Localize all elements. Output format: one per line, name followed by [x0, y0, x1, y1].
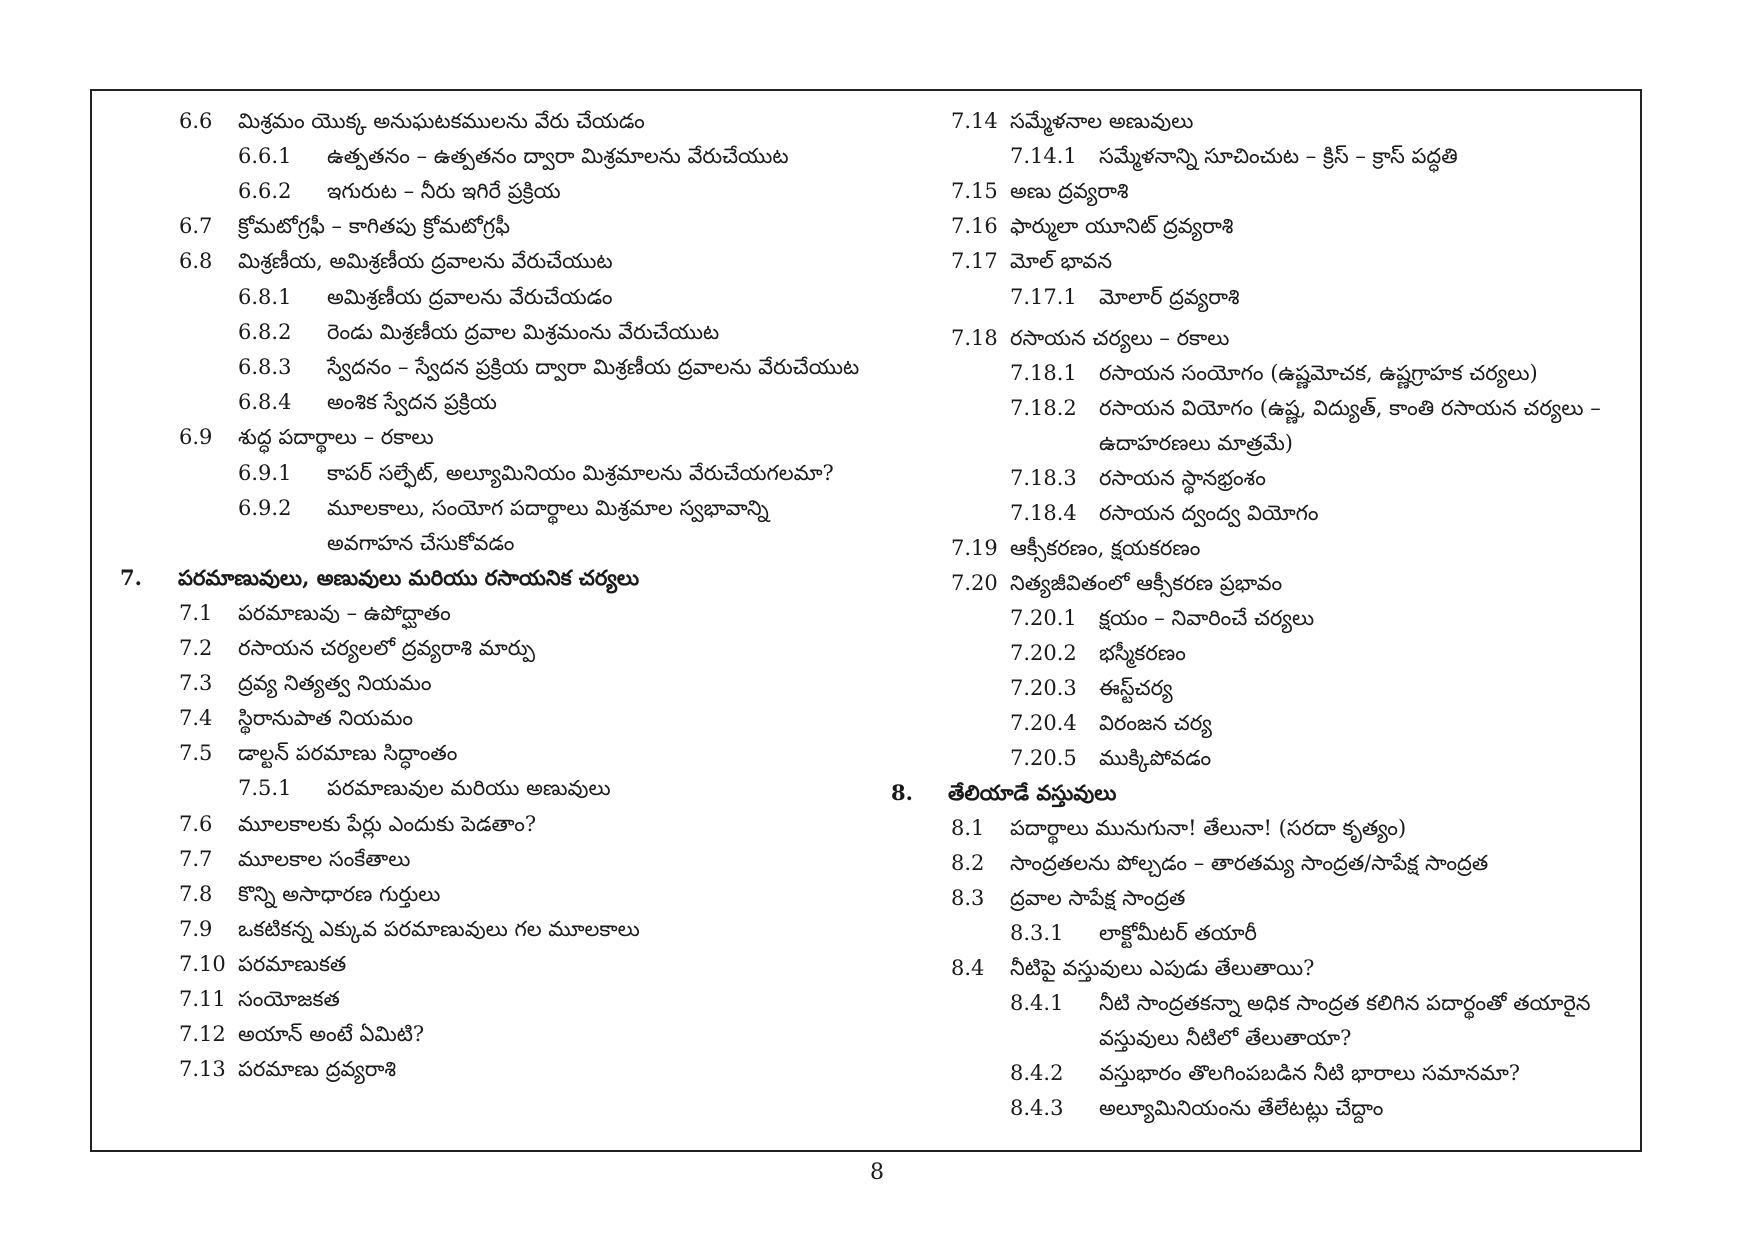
toc-entry-number: 6.9	[179, 425, 213, 449]
toc-entry-title: ద్రవాల సాపేక్ష సాంద్రత	[1010, 886, 1186, 910]
toc-entry-title: రసాయన చర్యలలో ద్రవ్యరాశి మార్పు	[238, 636, 536, 660]
toc-entry-number: 7.5	[179, 741, 213, 765]
toc-entry-number: 7.20.2	[1010, 641, 1077, 665]
toc-entry-number: 7.11	[179, 987, 226, 1011]
toc-entry-title: పరమాణు ద్రవ్యరాశి	[238, 1057, 397, 1081]
toc-entry-number: 6.6.1	[238, 144, 292, 168]
toc-entry-title: క్షయం – నివారించే చర్యలు	[1099, 606, 1315, 630]
toc-entry-number: 7.6	[179, 812, 213, 836]
toc-entry-number: 8.2	[951, 851, 985, 875]
toc-entry-number: 6.8.1	[238, 285, 292, 309]
content-frame	[90, 89, 1642, 1152]
toc-entry-title: పరమాణుకత	[238, 952, 347, 976]
toc-entry-title: వస్తుభారం తొలగింపబడిన నీటి భారాలు సమానమా?	[1099, 1061, 1521, 1085]
toc-entry-number: 7.20.5	[1010, 746, 1077, 770]
page-number: 8	[870, 1160, 884, 1185]
toc-entry-title: పరమాణువులు, అణువులు మరియు రసాయనిక చర్యలు	[178, 565, 640, 590]
toc-entry-title: పరమాణువు – ఉపోద్ఘాతం	[238, 601, 451, 625]
toc-entry-title: రసాయన ద్వంద్వ వియోగం	[1099, 501, 1319, 525]
toc-entry-number: 7.	[120, 565, 142, 590]
toc-entry-number: 8.4.2	[1010, 1061, 1064, 1085]
toc-entry-number: 6.6	[179, 109, 213, 133]
toc-entry-number: 7.18.1	[1010, 361, 1077, 385]
toc-entry-number: 7.20	[951, 571, 998, 595]
toc-entry-number: 7.2	[179, 636, 213, 660]
toc-entry-title: అణు ద్రవ్యరాశి	[1010, 179, 1129, 203]
toc-entry-title: డాల్టన్ పరమాణు సిద్ధాంతం	[238, 741, 458, 765]
toc-entry-title: రసాయన స్థానభ్రంశం	[1099, 466, 1266, 490]
toc-entry-number: 8.1	[951, 816, 985, 840]
toc-entry-title-continuation: అవగాహన చేసుకోవడం	[327, 531, 515, 555]
toc-entry-title: రసాయన వియోగం (ఉష్ణ, విద్యుత్, కాంతి రసాయన చర్యలు –	[1099, 396, 1601, 420]
toc-entry-number: 7.17	[951, 249, 998, 273]
toc-entry-number: 7.18.2	[1010, 396, 1077, 420]
toc-entry-title: పరమాణువుల మరియు అణువులు	[327, 776, 611, 800]
toc-entry-title-continuation: వస్తువులు నీటిలో తేలుతాయా?	[1099, 1026, 1352, 1050]
toc-entry-title: మిశ్రమం యొక్క అనుఘటకములను వేరు చేయడం	[238, 109, 645, 133]
toc-entry-title: నిత్యజీవితంలో ఆక్సీకరణ ప్రభావం	[1010, 571, 1283, 595]
toc-entry-title: తేలియాడే వస్తువులు	[948, 780, 1117, 805]
toc-entry-title: క్రోమటోగ్రఫీ – కాగితపు క్రోమటోగ్రఫీ	[238, 214, 511, 238]
toc-entry-title: రసాయన సంయోగం (ఉష్ణమోచక, ఉష్ణగ్రాహక చర్యలు)	[1099, 361, 1538, 385]
toc-entry-title: సాంద్రతలను పోల్చడం – తారతమ్య సాంద్రత/సాపేక్ష సాంద్రత	[1010, 851, 1489, 875]
toc-entry-title: నీటిపై వస్తువులు ఎపుడు తేలుతాయి?	[1010, 956, 1315, 980]
toc-entry-number: 8.4.3	[1010, 1096, 1064, 1120]
toc-entry-title: స్థిరానుపాత నియమం	[238, 706, 414, 730]
toc-entry-title: మోల్ భావన	[1010, 249, 1113, 273]
toc-entry-title-continuation: ఉదాహరణలు మాత్రమే)	[1099, 431, 1293, 455]
toc-entry-title: అమిశ్రణీయ ద్రవాలను వేరుచేయడం	[327, 285, 613, 309]
toc-entry-number: 7.18.4	[1010, 501, 1077, 525]
toc-entry-number: 7.17.1	[1010, 285, 1077, 309]
toc-entry-number: 7.13	[179, 1057, 226, 1081]
toc-entry-title: మూలకాలు, సంయోగ పదార్థాలు మిశ్రమాల స్వభావాన్ని	[327, 496, 769, 520]
toc-entry-number: 8.3.1	[1010, 921, 1064, 945]
toc-entry-number: 7.19	[951, 536, 998, 560]
toc-entry-number: 7.4	[179, 706, 213, 730]
toc-entry-title: కాపర్ సల్ఫేట్, అల్యూమినియం మిశ్రమాలను వేరుచేయగలమా?	[327, 461, 834, 485]
toc-entry-title: సంయోజకత	[238, 987, 340, 1011]
toc-entry-number: 7.16	[951, 214, 998, 238]
toc-entry-number: 8.	[891, 780, 913, 805]
toc-entry-number: 6.8.4	[238, 390, 292, 414]
toc-entry-number: 7.8	[179, 882, 213, 906]
toc-entry-title: ఆక్సీకరణం, క్షయకరణం	[1010, 536, 1201, 560]
toc-entry-number: 8.4	[951, 956, 985, 980]
toc-entry-number: 7.5.1	[238, 776, 292, 800]
toc-entry-title: ద్రవ్య నిత్యత్వ నియమం	[238, 671, 432, 695]
toc-entry-number: 7.9	[179, 917, 213, 941]
toc-entry-title: కొన్ని అసాధారణ గుర్తులు	[238, 882, 441, 906]
toc-entry-number: 6.9.1	[238, 461, 292, 485]
toc-entry-title: మోలార్ ద్రవ్యరాశి	[1099, 285, 1240, 309]
toc-entry-title: అంశిక స్వేదన ప్రక్రియ	[327, 390, 497, 414]
toc-entry-title: విరంజన చర్య	[1099, 711, 1212, 735]
toc-entry-title: అయాన్ అంటే ఏమిటి?	[238, 1022, 425, 1046]
toc-entry-number: 6.6.2	[238, 179, 292, 203]
toc-entry-number: 6.8.3	[238, 355, 292, 379]
toc-entry-number: 7.20.1	[1010, 606, 1077, 630]
toc-entry-number: 8.4.1	[1010, 991, 1064, 1015]
toc-entry-number: 7.10	[179, 952, 226, 976]
toc-entry-title: ఒకటికన్న ఎక్కువ పరమాణువులు గల మూలకాలు	[238, 917, 640, 941]
toc-entry-number: 7.7	[179, 847, 213, 871]
toc-entry-number: 7.18	[951, 326, 998, 350]
toc-entry-title: ఈస్ట్‌చర్య	[1099, 676, 1173, 700]
toc-entry-title: అల్యూమినియంను తేలేటట్లు చేద్దాం	[1099, 1096, 1384, 1120]
toc-entry-number: 7.14.1	[1010, 144, 1077, 168]
toc-entry-title: ముక్కిపోవడం	[1099, 746, 1212, 770]
toc-entry-number: 6.8.2	[238, 320, 292, 344]
toc-entry-number: 6.8	[179, 249, 213, 273]
toc-entry-title: స్వేదనం – స్వేదన ప్రక్రియ ద్వారా మిశ్రణీయ ద్రవాలను వేరుచేయుట	[327, 355, 860, 379]
toc-entry-number: 7.20.4	[1010, 711, 1077, 735]
toc-entry-number: 7.3	[179, 671, 213, 695]
toc-entry-number: 8.3	[951, 886, 985, 910]
toc-entry-number: 7.18.3	[1010, 466, 1077, 490]
toc-entry-title: సమ్మేళనాల అణువులు	[1010, 109, 1194, 133]
toc-entry-number: 6.9.2	[238, 496, 292, 520]
toc-entry-title: లాక్టోమీటర్ తయారీ	[1099, 921, 1257, 945]
toc-entry-title: రసాయన చర్యలు – రకాలు	[1010, 326, 1230, 350]
toc-entry-title: ఫార్ములా యూనిట్ ద్రవ్యరాశి	[1010, 214, 1234, 238]
toc-entry-number: 7.1	[179, 601, 213, 625]
toc-entry-title: శుద్ధ పదార్థాలు – రకాలు	[238, 425, 434, 449]
toc-entry-number: 6.7	[179, 214, 213, 238]
toc-entry-title: మిశ్రణీయ, అమిశ్రణీయ ద్రవాలను వేరుచేయుట	[238, 249, 613, 273]
toc-entry-title: నీటి సాంద్రతకన్నా అధిక సాంద్రత కలిగిన పదార్థంతో తయారైన	[1099, 991, 1591, 1015]
toc-entry-number: 7.14	[951, 109, 998, 133]
toc-entry-title: రెండు మిశ్రణీయ ద్రవాల మిశ్రమంను వేరుచేయుట	[327, 320, 720, 344]
toc-entry-title: ఉత్పతనం – ఉత్పతనం ద్వారా మిశ్రమాలను వేరుచేయుట	[327, 144, 789, 168]
toc-entry-title: మూలకాల సంకేతాలు	[238, 847, 411, 871]
toc-entry-number: 7.15	[951, 179, 998, 203]
toc-entry-title: సమ్మేళనాన్ని సూచించుట – క్రిస్ – క్రాస్ పద్ధతి	[1099, 144, 1458, 168]
toc-entry-title: భస్మీకరణం	[1099, 641, 1186, 665]
toc-entry-title: పదార్థాలు మునుగునా! తేలునా! (సరదా కృత్యం)	[1010, 816, 1407, 840]
toc-entry-title: మూలకాలకు పేర్లు ఎందుకు పెడతాం?	[238, 812, 537, 836]
toc-entry-number: 7.20.3	[1010, 676, 1077, 700]
toc-entry-number: 7.12	[179, 1022, 226, 1046]
toc-entry-title: ఇగురుట – నీరు ఇగిరే ప్రక్రియ	[327, 179, 561, 203]
